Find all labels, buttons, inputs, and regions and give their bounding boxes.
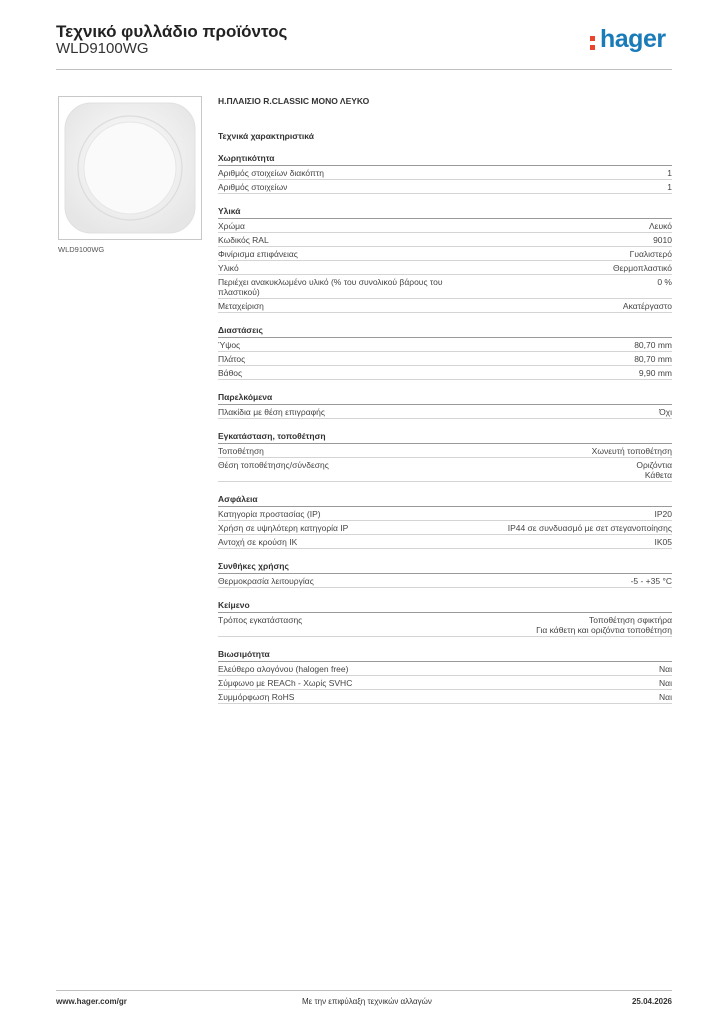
product-title: Η.ΠΛΑΙΣΙΟ R.CLASSIC ΜΟΝΟ ΛΕΥΚΟ <box>218 96 370 106</box>
spec-value: Γυαλιστερό <box>629 248 672 259</box>
spec-section <box>218 600 672 637</box>
spec-value: IK05 <box>654 536 672 547</box>
spec-value: Οριζόντια Κάθετα <box>636 459 672 480</box>
spec-row <box>218 233 672 247</box>
spec-label: Συμμόρφωση RoHS <box>218 691 295 702</box>
spec-label: Τοποθέτηση <box>218 445 264 456</box>
spec-row <box>218 338 672 352</box>
spec-value: Ναι <box>659 663 672 674</box>
section-title: Παρελκόμενα <box>218 392 672 405</box>
spec-value: 80,70 mm <box>634 339 672 350</box>
spec-value: 80,70 mm <box>634 353 672 364</box>
spec-row <box>218 219 672 233</box>
spec-label: Κατηγορία προστασίας (IP) <box>218 508 321 519</box>
spec-section <box>218 325 672 380</box>
spec-label: Αριθμός στοιχείων <box>218 181 288 192</box>
spec-section <box>218 649 672 704</box>
product-code: WLD9100WG <box>56 40 149 57</box>
footer-divider <box>56 990 672 991</box>
spec-value: Τοποθέτηση σφικτήρα Για κάθετη και οριζόντια τοποθέτηση <box>536 614 672 635</box>
spec-row <box>218 261 672 275</box>
spec-row <box>218 574 672 588</box>
spec-section <box>218 431 672 482</box>
spec-label: Αριθμός στοιχείων διακόπτη <box>218 167 324 178</box>
spec-value: Ναι <box>659 677 672 688</box>
hager-logo <box>590 25 672 58</box>
spec-row <box>218 507 672 521</box>
spec-row <box>218 613 672 637</box>
spec-section <box>218 153 672 194</box>
spec-label: Κωδικός RAL <box>218 234 269 245</box>
spec-value: 9010 <box>653 234 672 245</box>
logo-wordmark: hager <box>600 25 666 53</box>
spec-row <box>218 166 672 180</box>
spec-row <box>218 535 672 549</box>
spec-label: Σύμφωνο με REACh - Χωρίς SVHC <box>218 677 353 688</box>
spec-row <box>218 405 672 419</box>
spec-row <box>218 662 672 676</box>
spec-section <box>218 561 672 588</box>
spec-label: Φινίρισμα επιφάνειας <box>218 248 298 259</box>
spec-value: Ακατέργαστο <box>622 300 672 311</box>
spec-value: Λευκό <box>649 220 672 231</box>
spec-row <box>218 352 672 366</box>
spec-value: 1 <box>667 181 672 192</box>
spec-row <box>218 275 672 299</box>
spec-label: Ελεύθερο αλογόνου (halogen free) <box>218 663 349 674</box>
document-title: Τεχνικό φυλλάδιο προϊόντος <box>56 22 288 41</box>
product-image <box>58 96 202 240</box>
section-title: Διαστάσεις <box>218 325 672 338</box>
spec-label: Υλικό <box>218 262 239 273</box>
spec-value: 0 % <box>657 276 672 287</box>
logo-dot-bottom <box>590 45 595 50</box>
footer-note: Με την επιφύλαξη τεχνικών αλλαγών <box>302 997 432 1006</box>
spec-content <box>218 96 672 704</box>
spec-label: Τρόπος εγκατάστασης <box>218 614 303 625</box>
section-title: Χωρητικότητα <box>218 153 672 166</box>
spec-row <box>218 458 672 482</box>
spec-label: Θέση τοποθέτησης/σύνδεσης <box>218 459 329 470</box>
spec-section <box>218 494 672 549</box>
characteristics-heading: Τεχνικά χαρακτηριστικά <box>218 131 314 141</box>
section-title: Βιωσιμότητα <box>218 649 672 662</box>
spec-label: Περιέχει ανακυκλωμένο υλικό (% του συνολικού βάρους του πλαστικού) <box>218 276 443 297</box>
section-title: Εγκατάσταση, τοποθέτηση <box>218 431 672 444</box>
spec-section <box>218 206 672 313</box>
footer-url[interactable]: www.hager.com/gr <box>56 997 127 1006</box>
logo-dot-top <box>590 36 595 41</box>
spec-label: Μεταχείριση <box>218 300 264 311</box>
spec-label: Ύψος <box>218 339 241 350</box>
spec-label: Χρήση σε υψηλότερη κατηγορία IP <box>218 522 349 533</box>
section-title: Συνθήκες χρήσης <box>218 561 672 574</box>
spec-value: IP44 σε συνδυασμό με σετ στεγανοποίησης <box>507 522 672 533</box>
section-title: Ασφάλεια <box>218 494 672 507</box>
spec-value: Ναι <box>659 691 672 702</box>
section-title: Κείμενο <box>218 600 672 613</box>
spec-row <box>218 521 672 535</box>
spec-label: Θερμοκρασία λειτουργίας <box>218 575 314 586</box>
spec-label: Βάθος <box>218 367 243 378</box>
spec-label: Χρώμα <box>218 220 245 231</box>
spec-value: Θερμοπλαστικό <box>612 262 672 273</box>
spec-row <box>218 676 672 690</box>
header-divider <box>56 69 672 70</box>
spec-row <box>218 180 672 194</box>
spec-row <box>218 299 672 313</box>
spec-row <box>218 247 672 261</box>
spec-value: Όχι <box>659 406 672 417</box>
spec-section <box>218 392 672 419</box>
spec-value: 1 <box>667 167 672 178</box>
spec-row <box>218 366 672 380</box>
spec-value: Χωνευτή τοποθέτηση <box>591 445 672 456</box>
spec-value: IP20 <box>654 508 672 519</box>
spec-value: -5 - +35 °C <box>630 575 672 586</box>
spec-row <box>218 444 672 458</box>
spec-label: Πλάτος <box>218 353 246 364</box>
section-title: Υλικά <box>218 206 672 219</box>
spec-label: Αντοχή σε κρούση IK <box>218 536 298 547</box>
spec-row <box>218 690 672 704</box>
spec-sections <box>218 153 672 704</box>
footer-date: 25.04.2026 <box>631 997 672 1006</box>
spec-value: 9,90 mm <box>638 367 672 378</box>
spec-label: Πλακίδια με θέση επιγραφής <box>218 406 325 417</box>
frame-ring-icon <box>59 97 201 239</box>
image-caption: WLD9100WG <box>58 245 105 254</box>
